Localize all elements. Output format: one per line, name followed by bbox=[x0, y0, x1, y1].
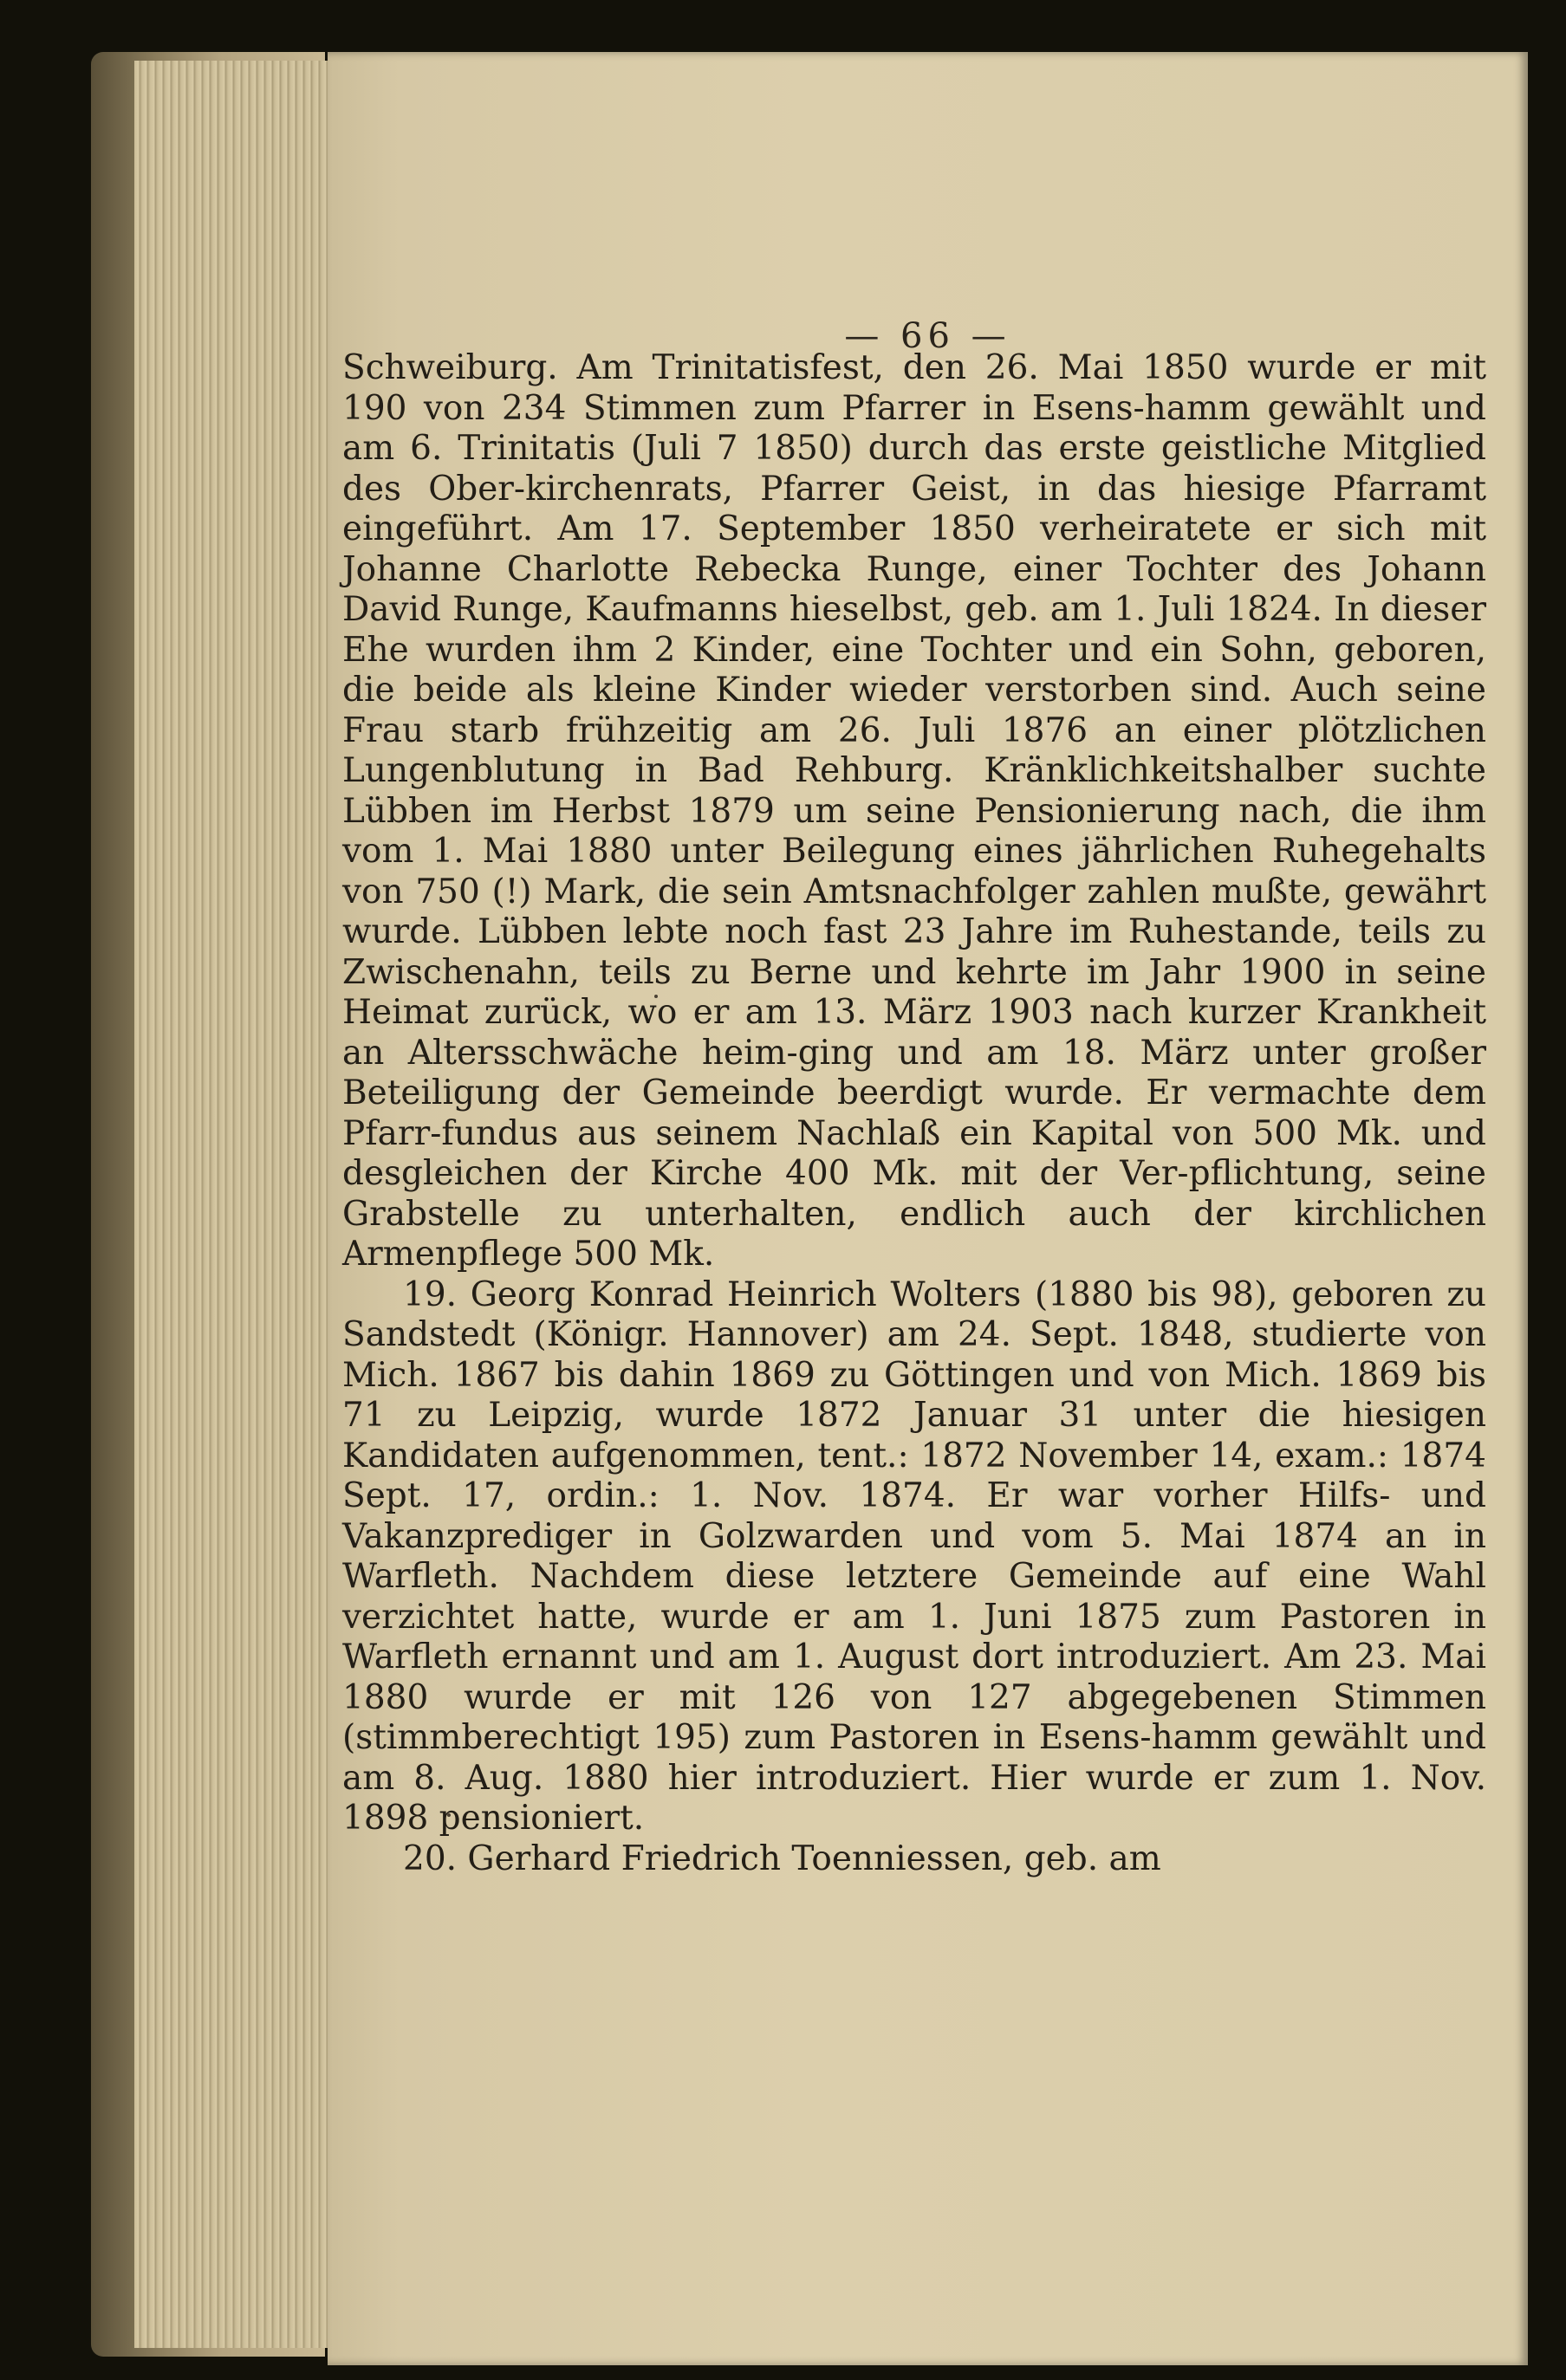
body-text bbox=[342, 348, 1486, 1879]
paragraph-entry-19: 19. Georg Konrad Heinrich Wolters (1880 bis 98), geboren zu Sandstedt (Königr. Hannover) am 24. Sept. 1848, studierte von Mich. 1867 bis dahin 1869 zu Göttingen und von Mich. 1869 bis 71 zu Leipzig, wurde 1872 Januar 31 unter die hiesigen Kandidaten aufgenommen, tent.: 1872 November 14, exam.: 1874 Sept. 17, ordin.: 1. Nov. 1874. Er war vorher Hilfs- und Vakanzprediger in Golzwarden und vom 5. Mai 1874 an in Warfleth. Nachdem diese letztere Gemeinde auf eine Wahl verzichtet hatte, wurde er am 1. Juni 1875 zum Pastoren in Warfleth ernannt und am 1. August dort introduziert. Am 23. Mai 1880 wurde er mit 126 von 127 abgegebenen Stimmen (stimmberechtigt 195) zum Pastoren in Esens-hamm gewählt und am 8. Aug. 1880 hier introduziert. Hier wurde er zum 1. Nov. 1898 pensioniert. bbox=[342, 1274, 1486, 1838]
page-stack-edges bbox=[134, 61, 334, 2348]
page-number: — 66 — bbox=[844, 316, 1011, 356]
paragraph-entry-20: 20. Gerhard Friedrich Toenniessen, geb. am bbox=[403, 1839, 1161, 1878]
paragraph-continuation: Schweiburg. Am Trinitatisfest, den 26. Mai 1850 wurde er mit 190 von 234 Stimmen zum Pfarrer in Esens-hamm gewählt und am 6. Trinitatis (Juli 7 1850) durch das erste geistliche Mitglied des Ober-kirchenrats, Pfarrer Geist, in das hiesige Pfarramt eingeführt. Am 17. September 1850 verheiratete er sich mit Johanne Charlotte Rebecka Runge, einer Tochter des Johann David Runge, Kaufmanns hieselbst, geb. am 1. Juli 1824. In dieser Ehe wurden ihm 2 Kinder, eine Tochter und ein Sohn, geboren, die beide als kleine Kinder wieder verstorben sind. Auch seine Frau starb frühzeitig am 26. Juli 1876 an einer plötzlichen Lungenblutung in Bad Rehburg. Kränklichkeitshalber suchte Lübben im Herbst 1879 um seine Pensionierung nach, die ihm vom 1. Mai 1880 unter Beilegung eines jährlichen Ruhegehalts von 750 (!) Mark, die sein Amtsnachfolger zahlen mußte, gewährt wurde. Lübben lebte noch fast 23 Jahre im Ruhestande, teils zu Zwischenahn, teils zu Berne und kehrte im Jahr 1900 in seine Heimat zurück, wo er am 13. März 1903 nach kurzer Krankheit an Altersschwäche heim-ging und am 18. März unter großer Beteiligung der Gemeinde beerdigt wurde. Er vermachte dem Pfarr-fundus aus seinem Nachlaß ein Kapital von 500 Mk. und desgleichen der Kirche 400 Mk. mit der Ver-pflichtung, seine Grabstelle zu unterhalten, endlich auch der kirchlichen Armenpflege 500 Mk. bbox=[342, 348, 1486, 1274]
